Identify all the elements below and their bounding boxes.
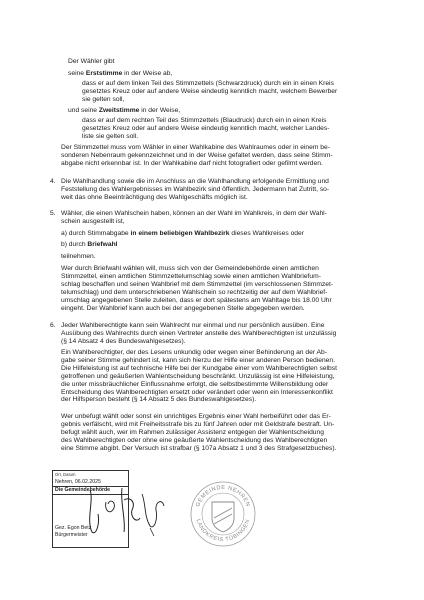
item-6-number: 6. <box>50 322 56 329</box>
second-vote-heading: und seine Zweitstimme in der Weise, <box>68 107 181 114</box>
authority-label: Die Gemeindebehörde <box>55 487 111 493</box>
option-b: b) durch Briefwahl <box>61 241 118 248</box>
postal-vote-text: Wer durch Briefwahl wählen will, muss sich von der Gemeindebehörde einen amtlichen Stimmzettel, einen amtlichen Stimmzettelumschlag sowie einen amtlichen Wahlbriefum- schlag beschaffen und seinen Wahlbrief mit dem Stimmzettel (im verschlossenen Stimmzet- telumschlag) und dem unterschriebenen Wahlschein so rechtzeitig der auf dem Wahlbrief- umschlag angegebenen Stelle zuleiten, dass er dort spätestens am Wahltage bis 18.00 Uhr eingeht. Der Wahlbrief kann auch bei der angegebenen Stelle abgegeben werden. <box>61 265 334 312</box>
participate-text: teilnehmen. <box>61 253 96 260</box>
option-a: a) durch Stimmabgabe in einem beliebigen Wahlbezirk dieses Wahlkreises oder <box>61 230 304 237</box>
item-6-paragraph-2: Ein Wahlberechtigter, der des Lesens unkundig oder wegen einer Behinderung an der Ab- gabe seiner Stimme gehindert ist, kann sich hierzu der Hilfe einer anderen Person bedienen. Die Hilfeleistung ist auf technische Hilfe bei der Kundgabe einer vom Wahlberechtigten selbst getroffenen und geäußerten Wahlentscheidung beschränkt. Unzulässig ist eine Hilfeleistung, die unter missbräuchlicher Einflussnahme erfolgt, die selbstbestimmte Willensbildung oder Entscheidung des Wahlberechtigten ersetzt oder verändert oder wenn ein Interessenkonflikt der Hilfsperson besteht (§ 14 Absatz 5 des Bundeswahlgesetzes). <box>61 349 337 404</box>
signer-title: Bürgermeister <box>55 532 88 538</box>
item-6-paragraph-3: Wer unbefugt wählt oder sonst ein unrichtiges Ergebnis einer Wahl herbeiführt oder das Er- gebnis verfälscht, wird mit Freiheitsstrafe bis zu fünf Jahren oder mit Geldstrafe bestraft. Un- befugt wählt auch, wer im Rahmen zulässiger Assistenz entgegen der Wahlentscheidung des Wahlberechtigten oder ohne eine geäußerte Wahlentscheidung des Wahlberechtigten eine Stimme abgibt. Der Versuch ist strafbar (§ 107a Absatz 1 und 3 des Strafgesetzbuches). <box>61 413 337 452</box>
signer-line: Gez. Egon Betz <box>55 525 92 531</box>
seal-top-text: GEMEINDE NEHREN <box>195 484 251 508</box>
first-vote-description: dass er auf dem linken Teil des Stimmzettels (Schwarzdruck) durch ein in einen Kreis gesetztes Kreuz oder auf andere Weise eindeutig kenntlich macht, welchem Bewerber sie gelten soll, <box>82 80 338 103</box>
municipal-seal <box>188 478 258 550</box>
place-date-label: Ort, Datum <box>55 472 76 477</box>
seal-bottom-text: LANDKREIS TÜBINGEN <box>194 518 252 544</box>
item-6-paragraph-1: Jeder Wahlberechtigte kann sein Wahlrecht nur einmal und nur persönlich ausüben. Eine Ausübung des Wahlrechts durch einen Vertreter anstelle des Wahlberechtigten ist unzulässig (§ 14 Absatz 4 des Bundeswahlgesetzes). <box>61 322 337 345</box>
item-5-text: Wähler, die einen Wahlschein haben, können an der Wahl im Wahlkreis, in dem der Wahl- schein ausgestellt ist, <box>61 210 327 225</box>
handwritten-signature <box>80 480 170 540</box>
voter-intro: Der Wähler gibt <box>68 58 115 65</box>
ballot-note: Der Stimmzettel muss vom Wähler in einer Wahlkabine des Wahlraumes oder in einem be- sonderen Nebenraum gekennzeichnet und in der Weise gefaltet werden, dass seine Stimm- abgabe nicht erkennbar ist. In der Wahlkabine darf nicht fotografiert oder gefilmt werden. <box>61 144 333 167</box>
place-date: Nehren, 06.02.2025 <box>55 479 101 485</box>
item-4-number: 4. <box>50 178 56 185</box>
item-5-number: 5. <box>50 210 56 217</box>
item-4-text: Die Wahlhandlung sowie die im Anschluss an die Wahlhandlung erfolgende Ermittlung und Feststellung des Wahlergebnisses im Wahlbezirk sind öffentlich. Jedermann hat Zutritt, so- weit das ohne Beeinträchtigung des Wahlgeschäfts möglich ist. <box>61 178 330 201</box>
second-vote-description: dass er auf dem rechten Teil des Stimmzettels (Blaudruck) durch ein in einen Kreis gesetztes Kreuz oder auf andere Weise eindeutig kenntlich macht, welcher Landes- liste sie gelten soll. <box>82 117 330 140</box>
first-vote-heading: seine Erststimme in der Weise ab, <box>68 70 173 77</box>
